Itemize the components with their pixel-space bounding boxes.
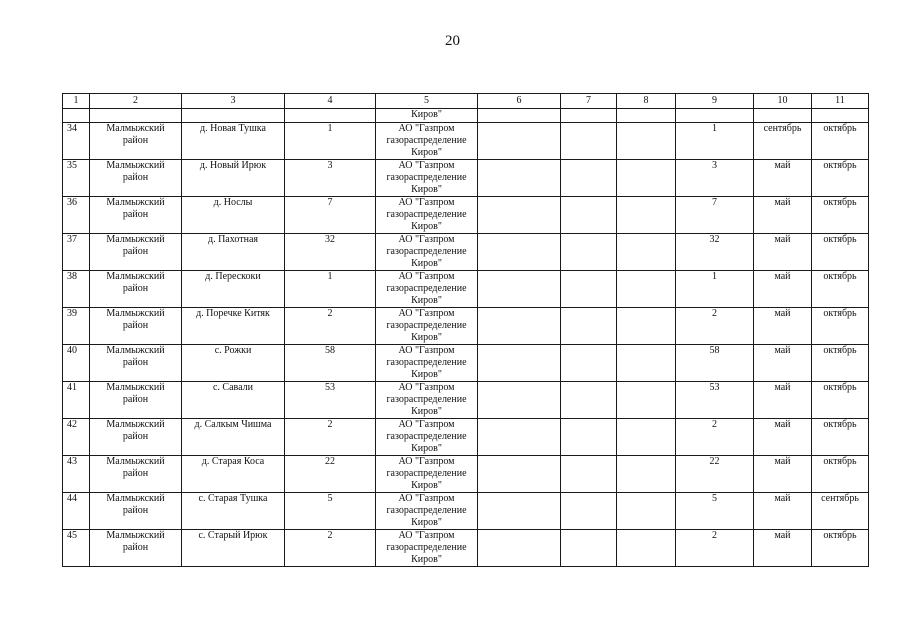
start-month-cell: май xyxy=(754,160,812,197)
col-7-cell xyxy=(561,271,617,308)
district-cell-line: Малмыжский xyxy=(106,419,165,430)
col-8-cell xyxy=(617,530,676,567)
district-cell-line: район xyxy=(122,246,149,257)
start-month-cell: май xyxy=(754,493,812,530)
district-cell xyxy=(90,308,182,345)
col-6-cell xyxy=(478,530,561,567)
col-8-cell xyxy=(617,419,676,456)
count-cell: 7 xyxy=(285,197,376,234)
col-6-cell xyxy=(478,160,561,197)
district-cell-line: Малмыжский xyxy=(106,308,165,319)
count-cell: 3 xyxy=(285,160,376,197)
table-row xyxy=(63,456,869,493)
col-6-cell xyxy=(478,345,561,382)
organization-cell-line: АО "Газпром xyxy=(398,197,455,208)
count-cell: 2 xyxy=(285,530,376,567)
continuation-cell-4 xyxy=(285,109,376,123)
start-month-cell: май xyxy=(754,197,812,234)
organization-cell-line: газораспределение xyxy=(386,431,467,442)
col-9-cell: 2 xyxy=(676,308,754,345)
col-6-cell xyxy=(478,123,561,160)
organization-cell-line: Киров" xyxy=(411,443,442,454)
end-month-cell: октябрь xyxy=(812,530,869,567)
col-9-cell: 58 xyxy=(676,345,754,382)
col-9-cell: 1 xyxy=(676,123,754,160)
column-number-9: 9 xyxy=(676,94,754,109)
organization-cell xyxy=(376,382,478,419)
organization-cell-line: газораспределение xyxy=(386,246,467,257)
organization-cell-line: Киров" xyxy=(411,258,442,269)
settlement-cell: д. Перескоки xyxy=(182,271,285,308)
district-cell xyxy=(90,160,182,197)
column-number-6: 6 xyxy=(478,94,561,109)
organization-cell-line: Киров" xyxy=(411,554,442,565)
continuation-cell-6 xyxy=(478,109,561,123)
table-row xyxy=(63,123,869,160)
col-6-cell xyxy=(478,271,561,308)
start-month-cell: май xyxy=(754,345,812,382)
organization-cell xyxy=(376,456,478,493)
district-cell-line: Малмыжский xyxy=(106,345,165,356)
organization-cell-line: газораспределение xyxy=(386,172,467,183)
col-9-cell: 7 xyxy=(676,197,754,234)
col-9-cell: 5 xyxy=(676,493,754,530)
district-cell xyxy=(90,345,182,382)
col-8-cell xyxy=(617,197,676,234)
district-cell-line: район xyxy=(122,468,149,479)
col-8-cell xyxy=(617,271,676,308)
col-7-cell xyxy=(561,234,617,271)
col-9-cell: 1 xyxy=(676,271,754,308)
col-8-cell xyxy=(617,382,676,419)
col-7-cell xyxy=(561,160,617,197)
organization-cell-line: АО "Газпром xyxy=(398,345,455,356)
settlement-cell: с. Савали xyxy=(182,382,285,419)
col-9-cell: 2 xyxy=(676,530,754,567)
district-cell xyxy=(90,382,182,419)
district-cell xyxy=(90,197,182,234)
district-cell-line: Малмыжский xyxy=(106,493,165,504)
settlement-cell: д. Новый Ирюк xyxy=(182,160,285,197)
row-number-cell: 37 xyxy=(63,234,90,271)
col-8-cell xyxy=(617,123,676,160)
organization-cell-line: газораспределение xyxy=(386,283,467,294)
col-7-cell xyxy=(561,345,617,382)
organization-cell-line: Киров" xyxy=(411,184,442,195)
table-row xyxy=(63,197,869,234)
row-number-cell: 40 xyxy=(63,345,90,382)
organization-cell-line: Киров" xyxy=(411,406,442,417)
district-cell xyxy=(90,456,182,493)
organization-cell-line: АО "Газпром xyxy=(398,382,455,393)
organization-cell-line: Киров" xyxy=(411,221,442,232)
col-8-cell xyxy=(617,308,676,345)
table-row xyxy=(63,530,869,567)
col-7-cell xyxy=(561,493,617,530)
organization-cell-line: АО "Газпром xyxy=(398,456,455,467)
organization-cell-line: АО "Газпром xyxy=(398,493,455,504)
col-8-cell xyxy=(617,493,676,530)
table-row xyxy=(63,382,869,419)
row-number-cell: 34 xyxy=(63,123,90,160)
district-cell-line: район xyxy=(122,172,149,183)
district-cell xyxy=(90,530,182,567)
organization-cell-line: газораспределение xyxy=(386,394,467,405)
settlement-cell: д. Салкым Чишма xyxy=(182,419,285,456)
end-month-cell: октябрь xyxy=(812,345,869,382)
start-month-cell: май xyxy=(754,234,812,271)
col-8-cell xyxy=(617,160,676,197)
start-month-cell: май xyxy=(754,308,812,345)
organization-cell-line: газораспределение xyxy=(386,209,467,220)
organization-cell-line: Киров" xyxy=(411,517,442,528)
end-month-cell: октябрь xyxy=(812,308,869,345)
end-month-cell: октябрь xyxy=(812,382,869,419)
end-month-cell: октябрь xyxy=(812,419,869,456)
row-number-cell: 43 xyxy=(63,456,90,493)
column-number-10: 10 xyxy=(754,94,812,109)
count-cell: 1 xyxy=(285,123,376,160)
column-number-1: 1 xyxy=(63,94,90,109)
organization-cell-line: газораспределение xyxy=(386,320,467,331)
district-cell-line: район xyxy=(122,135,149,146)
end-month-cell: октябрь xyxy=(812,271,869,308)
row-number-cell: 45 xyxy=(63,530,90,567)
column-number-2: 2 xyxy=(90,94,182,109)
organization-cell-line: АО "Газпром xyxy=(398,234,455,245)
settlement-cell: д. Старая Коса xyxy=(182,456,285,493)
organization-cell-line: Киров" xyxy=(411,332,442,343)
organization-cell-line: газораспределение xyxy=(386,542,467,553)
organization-cell-line: АО "Газпром xyxy=(398,123,455,134)
table-row xyxy=(63,308,869,345)
organization-cell-line: газораспределение xyxy=(386,135,467,146)
col-6-cell xyxy=(478,456,561,493)
column-number-5: 5 xyxy=(376,94,478,109)
district-cell-line: Малмыжский xyxy=(106,456,165,467)
col-6-cell xyxy=(478,493,561,530)
end-month-cell: сентябрь xyxy=(812,493,869,530)
settlement-cell: с. Старый Ирюк xyxy=(182,530,285,567)
district-cell-line: район xyxy=(122,209,149,220)
row-number-cell: 39 xyxy=(63,308,90,345)
district-cell-line: Малмыжский xyxy=(106,123,165,134)
organization-cell xyxy=(376,271,478,308)
count-cell: 32 xyxy=(285,234,376,271)
col-6-cell xyxy=(478,419,561,456)
organization-cell-line: АО "Газпром xyxy=(398,271,455,282)
row-number-cell: 44 xyxy=(63,493,90,530)
row-number-cell: 36 xyxy=(63,197,90,234)
district-cell-line: Малмыжский xyxy=(106,160,165,171)
col-6-cell xyxy=(478,197,561,234)
settlement-cell: с. Старая Тушка xyxy=(182,493,285,530)
count-cell: 1 xyxy=(285,271,376,308)
organization-cell xyxy=(376,419,478,456)
continuation-cell-9 xyxy=(676,109,754,123)
organization-cell-line: газораспределение xyxy=(386,468,467,479)
district-cell xyxy=(90,271,182,308)
end-month-cell: октябрь xyxy=(812,160,869,197)
organization-cell-line: АО "Газпром xyxy=(398,160,455,171)
organization-cell-line: Киров" xyxy=(411,147,442,158)
column-number-11: 11 xyxy=(812,94,869,109)
start-month-cell: май xyxy=(754,271,812,308)
col-6-cell xyxy=(478,234,561,271)
district-cell-line: Малмыжский xyxy=(106,382,165,393)
table-row xyxy=(63,345,869,382)
district-cell-line: район xyxy=(122,320,149,331)
column-number-4: 4 xyxy=(285,94,376,109)
continuation-cell-3 xyxy=(182,109,285,123)
col-7-cell xyxy=(561,123,617,160)
settlement-cell: д. Поречке Китяк xyxy=(182,308,285,345)
row-number-cell: 41 xyxy=(63,382,90,419)
organization-cell-line: Киров" xyxy=(411,295,442,306)
district-cell-line: район xyxy=(122,357,149,368)
end-month-cell: октябрь xyxy=(812,123,869,160)
column-number-7: 7 xyxy=(561,94,617,109)
settlement-cell: д. Пахотная xyxy=(182,234,285,271)
start-month-cell: сентябрь xyxy=(754,123,812,160)
district-cell xyxy=(90,234,182,271)
col-7-cell xyxy=(561,197,617,234)
row-number-cell: 42 xyxy=(63,419,90,456)
col-7-cell xyxy=(561,308,617,345)
organization-cell xyxy=(376,197,478,234)
organization-cell xyxy=(376,308,478,345)
district-cell-line: Малмыжский xyxy=(106,271,165,282)
col-9-cell: 32 xyxy=(676,234,754,271)
continuation-cell-10 xyxy=(754,109,812,123)
continuation-cell-1 xyxy=(63,109,90,123)
organization-cell-line: газораспределение xyxy=(386,357,467,368)
table-row xyxy=(63,271,869,308)
col-7-cell xyxy=(561,456,617,493)
organization-cell-line: АО "Газпром xyxy=(398,419,455,430)
district-cell-line: Малмыжский xyxy=(106,197,165,208)
col-9-cell: 3 xyxy=(676,160,754,197)
start-month-cell: май xyxy=(754,382,812,419)
district-cell-line: район xyxy=(122,394,149,405)
district-cell-line: район xyxy=(122,505,149,516)
table-row xyxy=(63,234,869,271)
organization-cell xyxy=(376,160,478,197)
organization-cell xyxy=(376,345,478,382)
end-month-cell: октябрь xyxy=(812,234,869,271)
column-number-8: 8 xyxy=(617,94,676,109)
count-cell: 22 xyxy=(285,456,376,493)
settlement-cell: с. Рожки xyxy=(182,345,285,382)
col-8-cell xyxy=(617,456,676,493)
count-cell: 53 xyxy=(285,382,376,419)
col-9-cell: 53 xyxy=(676,382,754,419)
row-number-cell: 35 xyxy=(63,160,90,197)
organization-cell xyxy=(376,530,478,567)
organization-cell-line: Киров" xyxy=(411,480,442,491)
table-row xyxy=(63,493,869,530)
district-cell-line: район xyxy=(122,283,149,294)
settlement-cell: д. Новая Тушка xyxy=(182,123,285,160)
organization-cell xyxy=(376,493,478,530)
col-9-cell: 2 xyxy=(676,419,754,456)
end-month-cell: октябрь xyxy=(812,197,869,234)
district-cell-line: район xyxy=(122,542,149,553)
organization-cell-line: АО "Газпром xyxy=(398,308,455,319)
organization-cell xyxy=(376,234,478,271)
district-cell-line: Малмыжский xyxy=(106,530,165,541)
row-number-cell: 38 xyxy=(63,271,90,308)
col-7-cell xyxy=(561,382,617,419)
col-9-cell: 22 xyxy=(676,456,754,493)
start-month-cell: май xyxy=(754,456,812,493)
district-cell-line: район xyxy=(122,431,149,442)
district-cell-line: Малмыжский xyxy=(106,234,165,245)
count-cell: 2 xyxy=(285,419,376,456)
count-cell: 2 xyxy=(285,308,376,345)
start-month-cell: май xyxy=(754,530,812,567)
table-row xyxy=(63,160,869,197)
organization-cell-line: газораспределение xyxy=(386,505,467,516)
continuation-row xyxy=(63,109,869,123)
page-number: 20 xyxy=(445,33,460,49)
col-8-cell xyxy=(617,345,676,382)
col-7-cell xyxy=(561,419,617,456)
column-number-3: 3 xyxy=(182,94,285,109)
col-7-cell xyxy=(561,530,617,567)
district-cell xyxy=(90,123,182,160)
end-month-cell: октябрь xyxy=(812,456,869,493)
continuation-cell-8 xyxy=(617,109,676,123)
schedule-table xyxy=(62,93,869,567)
organization-cell xyxy=(376,123,478,160)
continuation-cell-7 xyxy=(561,109,617,123)
district-cell xyxy=(90,493,182,530)
col-8-cell xyxy=(617,234,676,271)
settlement-cell: д. Нослы xyxy=(182,197,285,234)
count-cell: 5 xyxy=(285,493,376,530)
continuation-cell-2 xyxy=(90,109,182,123)
column-number-row xyxy=(63,94,869,109)
col-6-cell xyxy=(478,308,561,345)
organization-cell-line: Киров" xyxy=(411,369,442,380)
organization-cell-line: АО "Газпром xyxy=(398,530,455,541)
continuation-cell-5: Киров" xyxy=(376,109,478,123)
table-row xyxy=(63,419,869,456)
table-body xyxy=(63,94,869,567)
continuation-cell-11 xyxy=(812,109,869,123)
start-month-cell: май xyxy=(754,419,812,456)
count-cell: 58 xyxy=(285,345,376,382)
district-cell xyxy=(90,419,182,456)
col-6-cell xyxy=(478,382,561,419)
